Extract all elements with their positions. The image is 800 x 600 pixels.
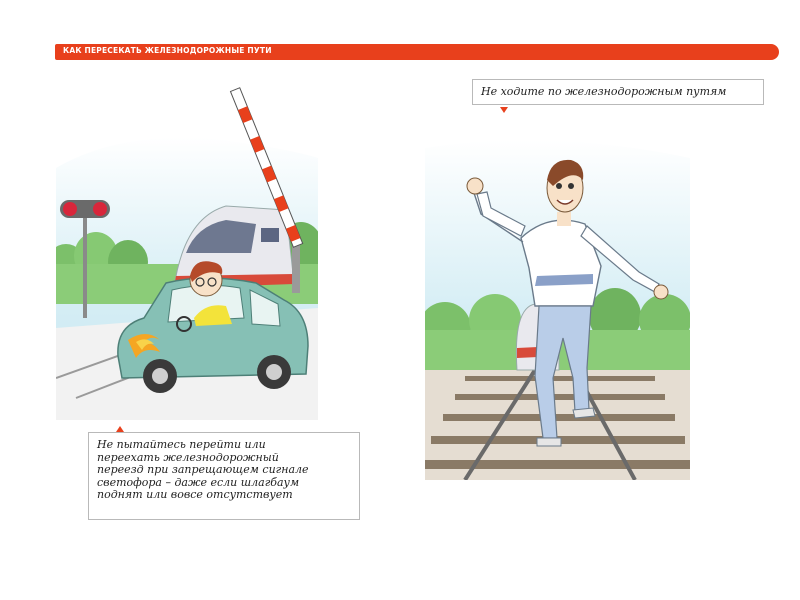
caption-line: Не пытайтесь перейти или bbox=[97, 438, 266, 451]
railway-crossing-illustration bbox=[56, 78, 318, 420]
page-title: КАК ПЕРЕСЕКАТЬ ЖЕЛЕЗНОДОРОЖНЫЕ ПУТИ bbox=[63, 46, 272, 55]
walking-on-tracks-illustration bbox=[425, 108, 690, 480]
header-bar bbox=[55, 44, 779, 60]
track-warning-caption: Не ходите по железнодорожным путям bbox=[472, 79, 764, 105]
crossing-warning-caption bbox=[88, 432, 360, 520]
caption-line: поднят или вовсе отсутствует bbox=[97, 488, 293, 502]
caption-line: переезд при запрещающем сигнале bbox=[97, 463, 309, 477]
caption-line: переехать железнодорожный bbox=[97, 450, 279, 464]
caption-line: светофора – даже если шлагбаум bbox=[97, 475, 300, 489]
